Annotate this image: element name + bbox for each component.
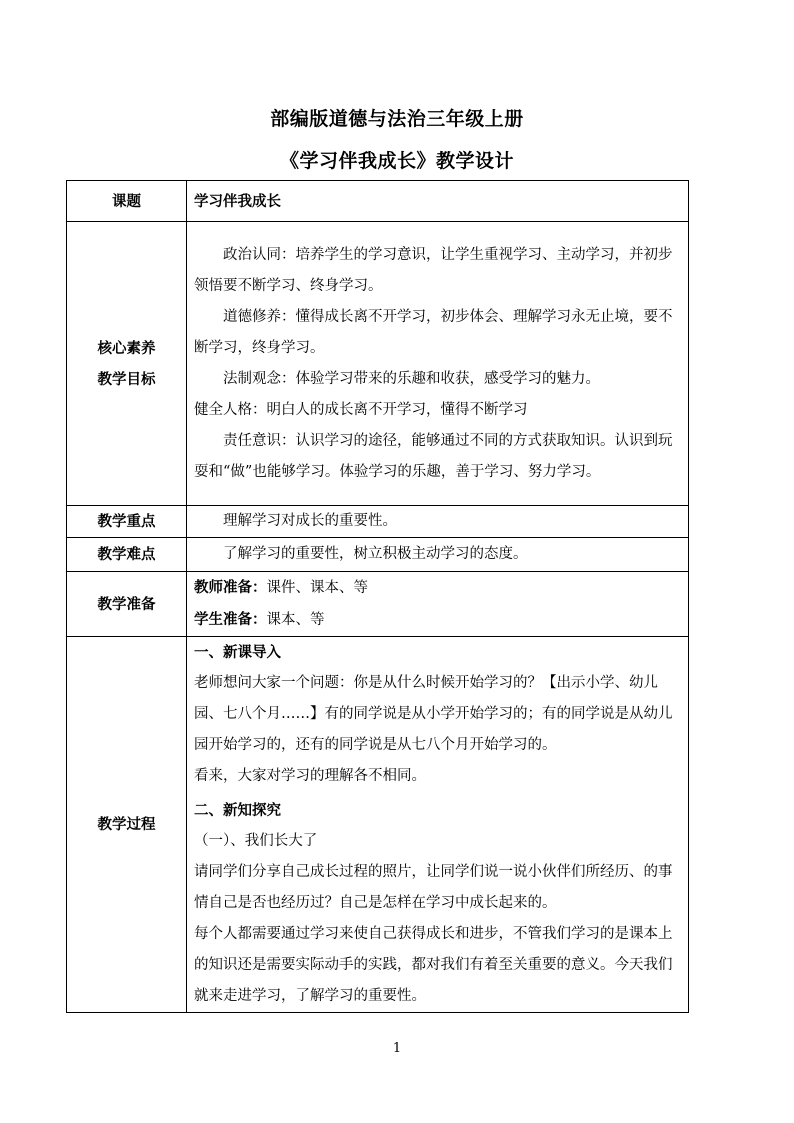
preparation-content	[187, 572, 689, 637]
objective-political: 政治认同：培养学生的学习意识，让学生重视学习、主动学习，并初步领悟要不断学习、终身学习。	[194, 246, 673, 294]
section-intro-paragraph-1: 老师想问大家一个问题：你是从什么时候开始学习的？【出示小学、幼儿园、七八个月……】有的同学说是从小学开始学习的；有的同学说是从幼儿园开始学习的，还有的同学说是从七八个月开始学习的。	[194, 675, 673, 753]
student-preparation	[194, 604, 681, 636]
student-preparation-value: 课本、等	[266, 612, 325, 628]
key-point-value: 理解学习对成长的重要性。	[187, 506, 689, 538]
objective-legal: 法制观念：体验学习带来的乐趣和收获，感受学习的魅力。	[223, 370, 600, 387]
objective-responsibility: 责任意识：认识学习的途径，能够通过不同的方式获取知识。认识到玩耍和“做”也能够学习。体验学习的乐趣，善于学习、努力学习。	[194, 432, 673, 480]
section-intro-paragraph-2: 看来，大家对学习的理解各不相同。	[194, 768, 426, 784]
document-subtitle: 《学习伴我成长》教学设计	[279, 150, 514, 172]
objective-personality: 健全人格：明白人的成长离不开学习，懂得不断学习	[194, 401, 528, 418]
section-explore-paragraph-1: 请同学们分享自己成长过程的照片，让同学们说一说小伙伴们所经历、的事情自己是否也经历过？自己是怎样在学习中成长起来的。	[194, 864, 673, 911]
student-preparation-label: 学生准备：	[194, 611, 267, 628]
difficulty-value: 了解学习的重要性，树立积极主动学习的态度。	[187, 538, 689, 572]
document-title: 部编版道德与法治三年级上册	[270, 108, 524, 130]
teacher-preparation	[194, 572, 681, 604]
process-label: 教学过程	[67, 637, 187, 1013]
table-row-difficulty	[67, 538, 689, 572]
table-row-topic	[67, 181, 689, 222]
core-objectives-label-line-2: 教学目标	[97, 370, 156, 388]
table-row-core-objectives	[67, 222, 689, 506]
subsection-grow-up-title: （一）、我们长大了	[194, 833, 318, 849]
lesson-plan-table	[66, 180, 689, 1013]
objective-moral: 道德修养：懂得成长离不开学习，初步体会、理解学习永无止境，要不断学习，终身学习。	[194, 308, 673, 356]
core-objectives-content	[187, 222, 689, 506]
core-objectives-label-line-1: 核心素养	[97, 339, 156, 357]
topic-value: 学习伴我成长	[187, 181, 689, 222]
table-row-preparation	[67, 572, 689, 637]
difficulty-label: 教学难点	[67, 538, 187, 572]
topic-label: 课题	[67, 181, 187, 222]
core-objectives-label	[67, 222, 187, 506]
preparation-label: 教学准备	[67, 572, 187, 637]
teacher-preparation-value: 课件、课本、等	[266, 580, 368, 596]
process-content	[187, 637, 689, 1013]
key-point-label: 教学重点	[67, 506, 187, 538]
teacher-preparation-label: 教师准备：	[194, 579, 267, 596]
page-number: 1	[392, 1041, 402, 1056]
section-explore-paragraph-2: 每个人都需要通过学习来使自己获得成长和进步，不管我们学习的是课本上的知识还是需要实际动手的实践，都对我们有着至关重要的意义。今天我们就来走进学习，了解学习的重要性。	[194, 926, 673, 1004]
table-row-key-point	[67, 506, 689, 538]
section-explore-title: 二、新知探究	[194, 802, 281, 819]
table-row-process	[67, 637, 689, 1013]
section-intro-title: 一、新课导入	[194, 644, 281, 661]
